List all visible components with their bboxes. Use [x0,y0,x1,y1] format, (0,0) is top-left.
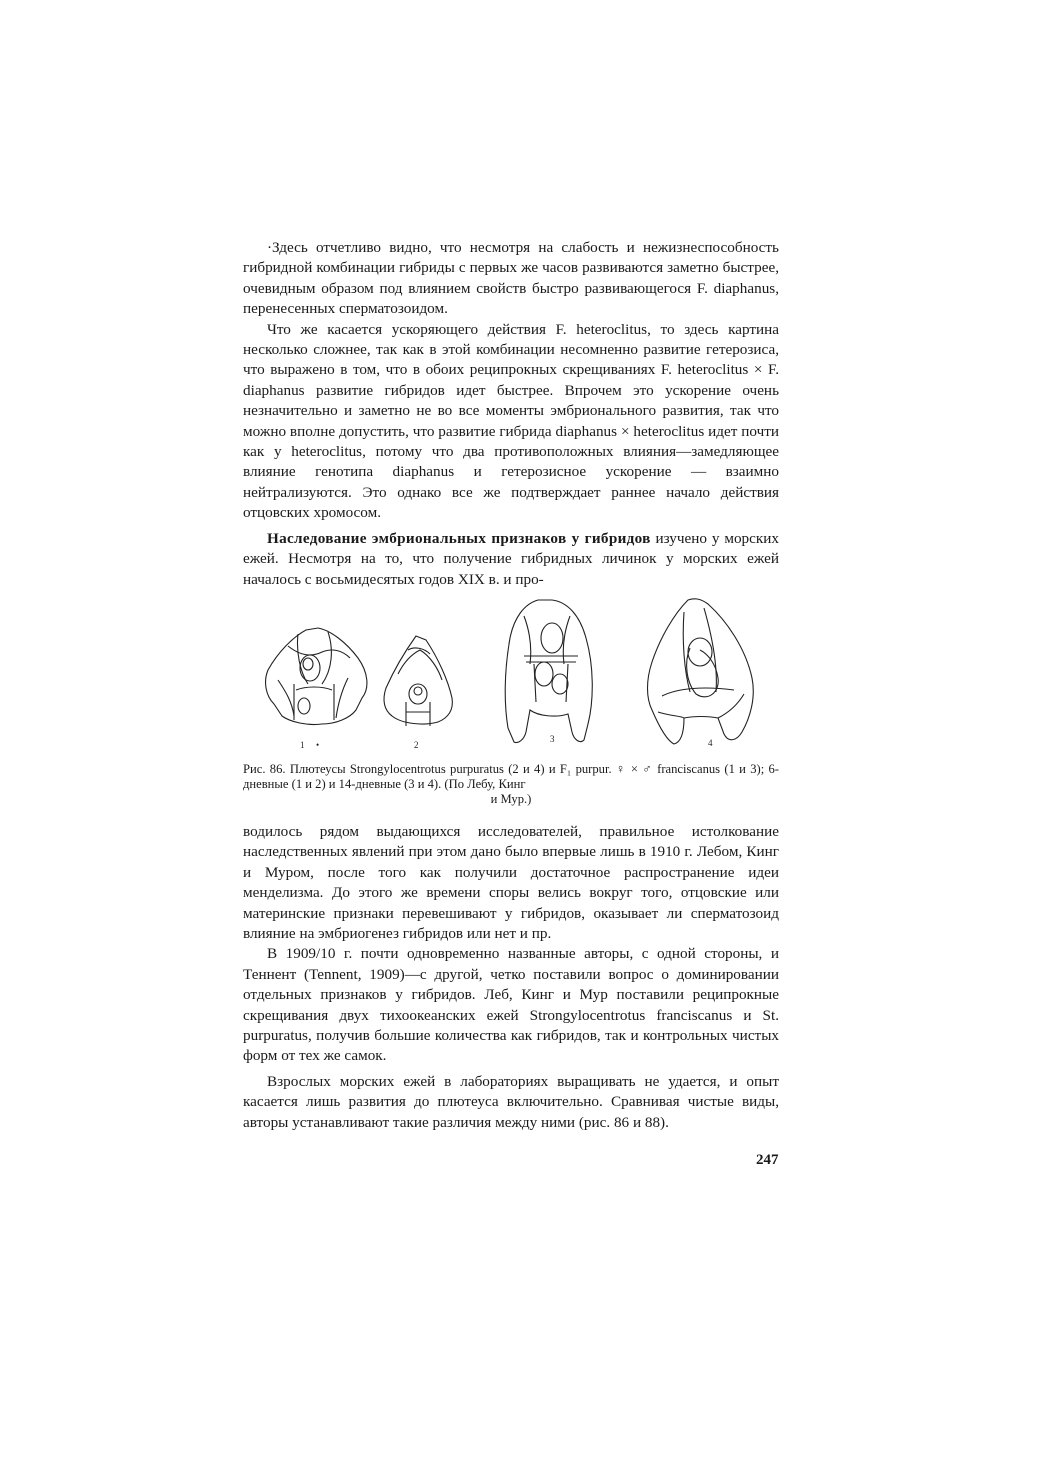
page-number: 247 [756,1152,779,1168]
pluteus-drawing-1 [266,628,367,750]
paragraph: ·Здесь отчетливо видно, что несмотря на слабость и нежизнеспособность гибридной комбинации гибриды с первых же часов развиваются заметно быстрее, очевидным образом под влиянием свойств быстро развивающегося F. diaphanus, перенесенных сперматозоидом. [243,239,779,318]
caption-text-end: и Мур.) [490,792,532,806]
figure-caption [243,762,779,807]
figure-label-4: 4 [708,738,713,748]
figure-label-2: 2 [414,740,419,750]
pluteus-drawings [238,592,778,760]
svg-text:•: • [316,740,320,750]
text-block-bottom [243,822,779,1133]
pluteus-drawing-2 [384,636,452,750]
paragraph: Взрослых морских ежей в лабораториях выращивать не удается, и опыт касается лишь развития до плютеуса включительно. Сравнивая чистые виды, авторы устанавливают такие различия между ними (рис. 86 и 88). [243,1072,779,1131]
paragraph: водилось рядом выдающихся исследователей, правильное истолкование наследственных явлений при этом дано было впервые лишь в 1910 г. Лебом, Кинг и Муром, после того как получили достаточное распространение идеи менделизма. До этого же времени споры велись вокруг того, отцовские или материнские признаки перевешивают у гибридов, оказывает ли сперматозоид влияние на эмбриогенез гибридов или нет и пр. [243,823,779,943]
text-block-top [243,238,779,590]
caption-text: Рис. 86. Плютеусы Strongylocentrotus purpuratus (2 и 4) и F₁ purpur. ♀ × ♂ franciscanus (1 и 3); 6-дневные (1 и 2) и 14-дневные (3 и 4). (По Лебу, Кинг [243,762,779,791]
section-paragraph [243,529,779,590]
figure-label-3: 3 [550,734,555,744]
pluteus-drawing-3 [505,600,592,744]
section-heading: Наследование эмбриональных признаков у гибридов [267,529,651,547]
paragraph: Что же касается ускоряющего действия F. heteroclitus, то здесь картина несколько сложнее, так как в этой комбинации несомненно развитие гетерозиса, что выражено в том, что в обоих реципрокных скрещиваниях F. heteroclitus × F. diaphanus развитие гибридов идет быстрее. Впрочем это ускорение очень незначительно и заметно не во все моменты эмбрионального развития, так что можно вполне допустить, что развитие гибрида diaphanus × heteroclitus идет почти как у heteroclitus, потому что два противоположных влияния—замедляющее влияние генотипа diaphanus и гетерозисное ускорение — взаимно нейтрализуются. Это однако все же подтверждает раннее начало действия отцовских хромосом. [243,320,779,522]
paragraph: В 1909/10 г. почти одновременно названные авторы, с одной стороны, и Теннент (Tennent, 1909)—с другой, четко поставили вопрос о доминировании отдельных признаков у гибридов. Леб, Кинг и Мур поставили реципрокные скрещивания двух тихоокеанских ежей Strongylocentrotus franciscanus и St. purpuratus, получив большие количества как гибридов, так и контрольных чистых форм от тех же самок. [243,945,779,1065]
section-heading-continuation: изучено у морских ежей. Несмотря на то, что получение гибридных личинок у морских ежей началось с восьмидесятых годов XIX в. и про- [243,529,779,588]
figure-label-1: 1 [300,740,305,750]
pluteus-drawing-4 [648,599,754,748]
figure-86 [238,592,778,760]
